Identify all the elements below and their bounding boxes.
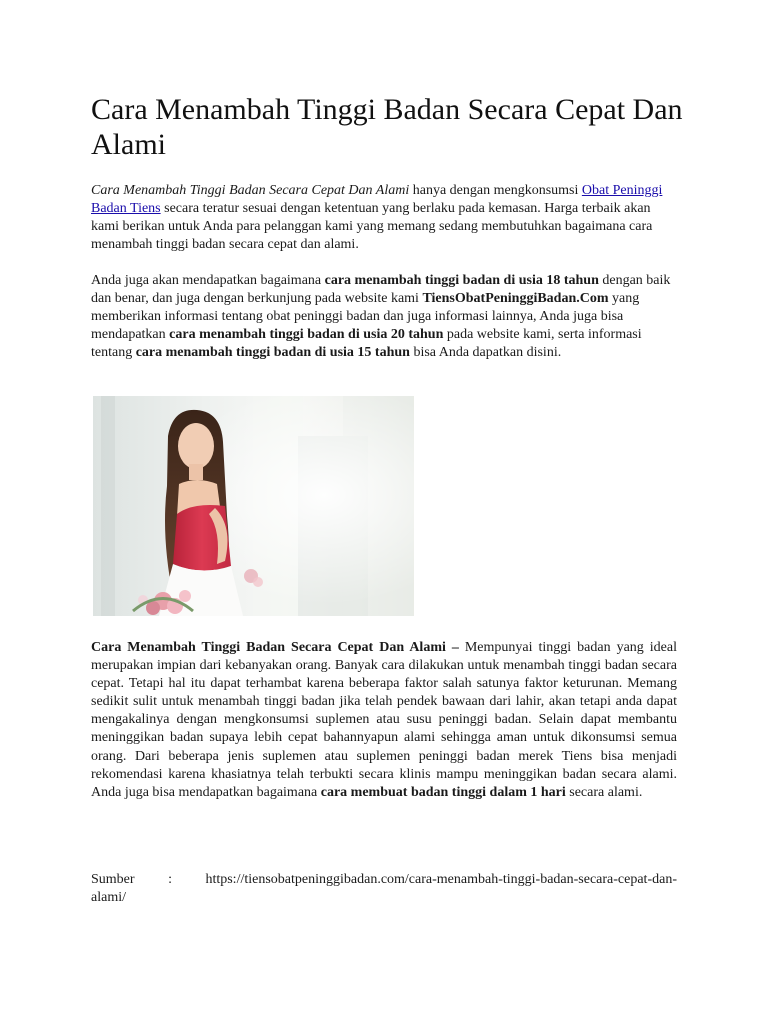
main-text-2: secara alami. (565, 784, 643, 800)
intro-italic-lead: Cara Menambah Tinggi Badan Secara Cepat Dan Alami (91, 183, 410, 198)
para2-bold-15-tahun: cara menambah tinggi badan di usia 15 tahun (135, 345, 410, 361)
intro-text-2: secara teratur sesuai dengan ketentuan yang berlaku pada kemasan. Harga terbaik akan kami berikan untuk Anda para pelanggan kami yang memang sedang membutuhkan bagaimana cara menambah tinggi badan secara cepat dan alami. (91, 201, 653, 253)
obat-peninggi-link[interactable]: Obat Peninggi Badan Tiens (91, 183, 663, 217)
para2-text-1: Anda juga akan mendapatkan bagaimana (91, 273, 325, 288)
main-bold-1-hari: cara membuat badan tinggi dalam 1 hari (320, 784, 566, 800)
source-url: https://tiensobatpeninggibadan.com/cara-menambah-tinggi-badan-secara-cepat-dan- (205, 872, 677, 887)
source-citation (91, 871, 677, 907)
source-line-1 (91, 871, 677, 889)
main-bold-lead: Cara Menambah Tinggi Badan Secara Cepat Dan Alami – (91, 640, 459, 655)
main-text-1: Mempunyai tinggi badan yang ideal merupakan impian dari kebanyakan orang. Banyak cara dilakukan untuk menambah tinggi badan secara cepat. Tetapi hal itu dapat terhambat karena beberapa faktor salah satunya faktor keturunan. Memang sedikit sulit untuk menambah tinggi badan jika telah pendek bawaan dari lahir, akan tetapi anda dapat mengakalinya dengan mengkonsumsi suplemen atau susu peninggi badan. Selain dapat membantu meninggikan badan supaya lebih cepat bahannyapun alami sehingga aman untuk dikonsumsi semua orang. Dari beberapa jenis suplemen atau suplemen peninggi badan merek Tiens bisa menjadi rekomendasi karena khasiatnya telah terbukti secara klinis mampu meninggikan badan secara alami. Anda juga bisa mendapatkan bagaimana (91, 640, 677, 800)
source-url-line-2: alami/ (91, 890, 126, 905)
para2-bold-20-tahun: cara menambah tinggi badan di usia 20 tahun (169, 327, 444, 343)
main-paragraph (91, 639, 677, 802)
source-separator: : (168, 872, 172, 887)
intro-paragraph (91, 182, 677, 254)
para2-text-3: yang memberikan informasi tentang obat peninggi badan dan juga informasi lainnya, Anda juga bisa mendapatkan (91, 291, 640, 343)
para2-bold-18-tahun: cara menambah tinggi badan di usia 18 tahun (324, 273, 599, 288)
woman-photo (93, 396, 414, 616)
intro-text-1: hanya dengan mengkonsumsi (409, 183, 582, 198)
source-label: Sumber (91, 872, 135, 887)
page-title: Cara Menambah Tinggi Badan Secara Cepat Dan Alami (91, 93, 683, 161)
para2-bold-website: TiensObatPeninggiBadan.Com (422, 291, 609, 307)
para2-text-2: dengan baik dan benar, dan juga dengan berkunjung pada website kami (91, 273, 671, 307)
para2-text-5: bisa Anda dapatkan disini. (409, 345, 562, 361)
age-info-paragraph (91, 272, 677, 362)
para2-text-4: pada website kami, serta informasi tentang (91, 327, 642, 361)
